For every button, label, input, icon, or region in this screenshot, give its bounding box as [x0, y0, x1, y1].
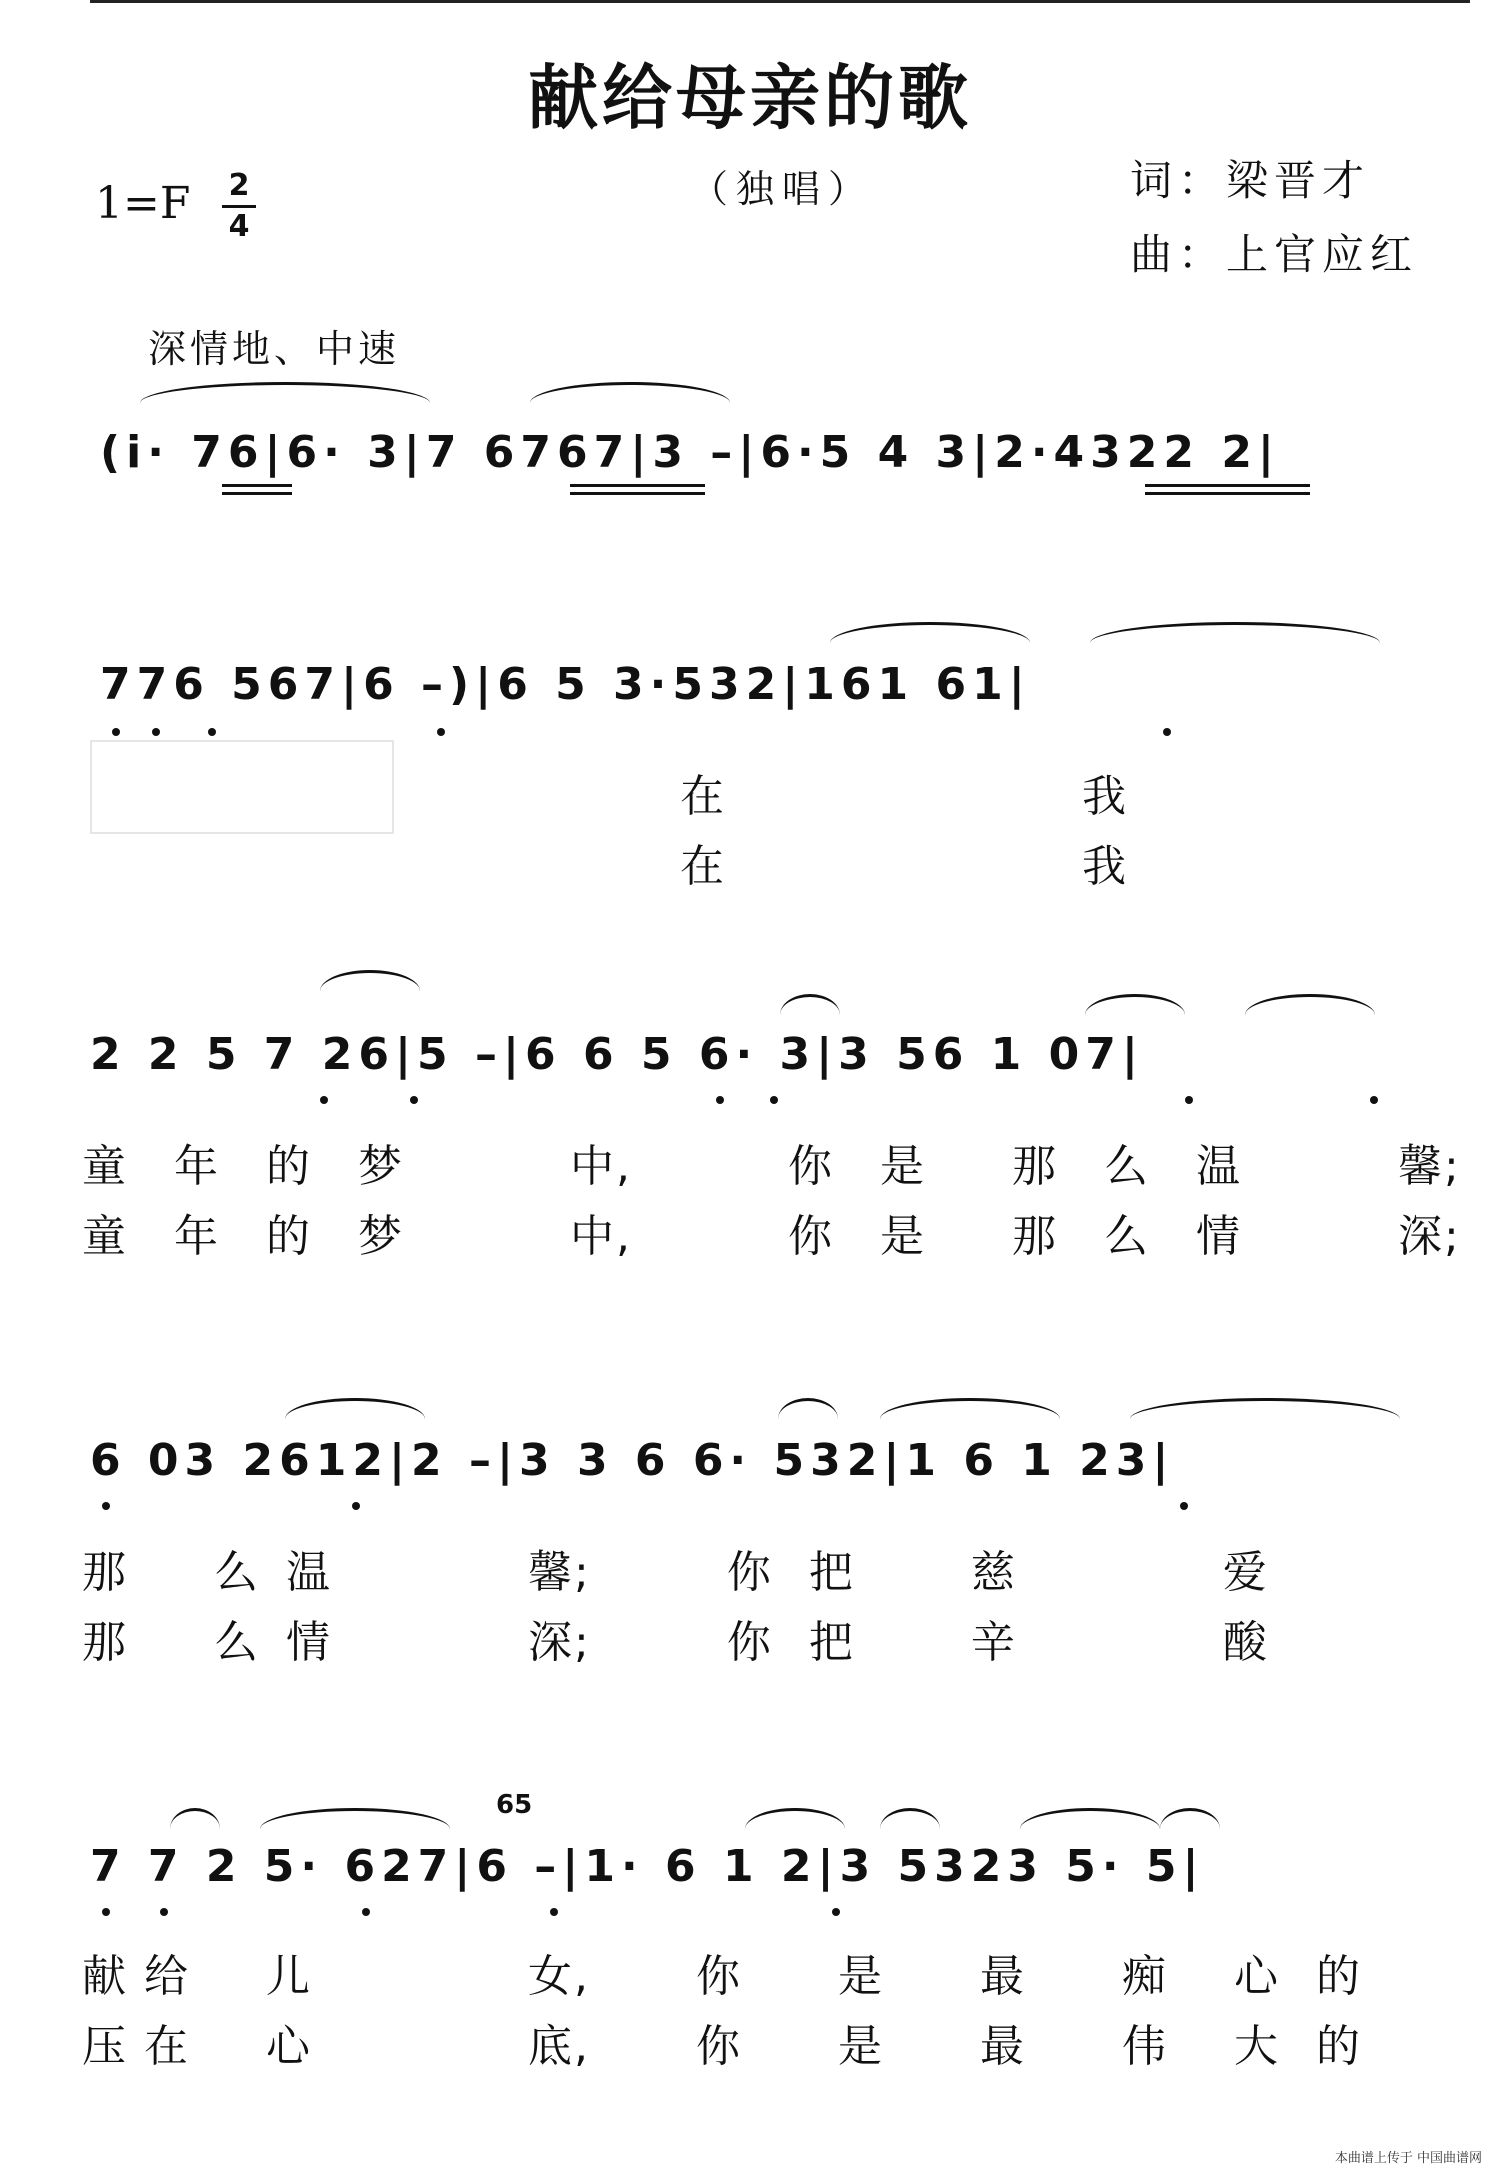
lyric-syllable: 么 — [1104, 1211, 1150, 1262]
lyric-syllable: 是 — [880, 1141, 926, 1192]
lyric-syllable: 慈 — [970, 1547, 1017, 1598]
lyricist-credit: 词：梁晋才 — [1130, 156, 1371, 205]
lyric-syllable: 温 — [286, 1547, 332, 1598]
lyric-syllable: 心 — [1234, 1951, 1280, 2002]
octave-dot — [362, 1908, 370, 1916]
lyric-syllable: 深; — [528, 1617, 591, 1668]
grace-notes: 65 — [496, 1790, 533, 1820]
lyric-syllable: 最 — [980, 1951, 1026, 2002]
lyric-syllable: 在 — [680, 841, 726, 892]
lyric-syllable: 痴 — [1122, 1951, 1168, 2002]
lyric-syllable: 是 — [838, 2021, 884, 2072]
octave-dot — [770, 1096, 778, 1104]
tempo-marking: 深情地、中速 — [148, 327, 401, 371]
lyric-syllable: 儿 — [266, 1951, 312, 2002]
slur — [780, 994, 840, 1015]
underline — [1145, 484, 1310, 487]
lyric-syllable: 情 — [286, 1617, 332, 1668]
lyric-line-2a — [680, 760, 1128, 824]
lyric-syllable: 那 — [82, 1617, 128, 1668]
lyric-syllable: 你 — [726, 1547, 773, 1598]
lyric-syllable: 给 — [144, 1951, 190, 2002]
slur — [1130, 1398, 1400, 1419]
lyric-syllable: 中, — [570, 1141, 632, 1192]
slur — [285, 1398, 425, 1419]
slur — [880, 1808, 940, 1829]
lyric-syllable: 把 — [808, 1617, 855, 1668]
faint-bleedthrough — [90, 740, 394, 834]
lyric-syllable: 最 — [980, 2021, 1026, 2072]
lyric-syllable: 童 — [82, 1211, 128, 1262]
lyric-syllable: 童 — [82, 1141, 128, 1192]
lyric-syllable: 伟 — [1122, 2021, 1168, 2072]
slur — [1090, 622, 1380, 643]
slur — [880, 1398, 1060, 1419]
underline — [1145, 492, 1310, 495]
slur — [260, 1808, 450, 1829]
lyric-syllable: 么 — [214, 1547, 260, 1598]
key-signature: 1=F — [95, 178, 191, 229]
slur — [1020, 1808, 1160, 1829]
lyric-syllable: 我 — [1082, 771, 1128, 822]
slur — [320, 970, 420, 991]
lyric-syllable: 么 — [214, 1617, 260, 1668]
slur — [1160, 1808, 1220, 1829]
lyric-syllable: 情 — [1196, 1211, 1242, 1262]
octave-dot — [1370, 1096, 1378, 1104]
lyric-syllable: 温 — [1196, 1141, 1242, 1192]
octave-dot — [1163, 728, 1171, 736]
lyric-syllable: 你 — [696, 2021, 742, 2072]
lyric-syllable: 深; — [1398, 1211, 1461, 1262]
slur — [140, 382, 430, 403]
lyric-syllable: 在 — [680, 771, 726, 822]
time-signature-bottom: 4 — [228, 209, 250, 244]
lyric-syllable: 是 — [838, 1951, 884, 2002]
octave-dot — [1185, 1096, 1193, 1104]
performance-type: （独唱） — [690, 167, 875, 211]
lyric-syllable: 中, — [570, 1211, 632, 1262]
lyric-syllable: 压 — [82, 2021, 128, 2072]
lyric-syllable: 女, — [528, 1951, 590, 2002]
lyric-syllable: 我 — [1082, 841, 1128, 892]
lyric-line-2b — [680, 830, 1128, 894]
lyric-syllable: 的 — [1316, 1951, 1362, 2002]
underline — [570, 492, 705, 495]
lyric-syllable: 底, — [528, 2021, 590, 2072]
lyric-syllable: 把 — [808, 1547, 855, 1598]
lyric-syllable: 的 — [266, 1141, 312, 1192]
lyric-syllable: 年 — [174, 1141, 220, 1192]
octave-dot — [320, 1096, 328, 1104]
lyric-syllable: 在 — [144, 2021, 190, 2072]
lyric-line-5b — [82, 2010, 1362, 2074]
lyric-syllable: 梦 — [358, 1211, 404, 1262]
octave-dot — [102, 1908, 110, 1916]
lyric-syllable: 你 — [788, 1141, 834, 1192]
notation-line-4: 6 03 2612|2 –|3 3 6 6· 532|1 6 1 23| — [90, 1435, 1175, 1486]
lyric-syllable: 那 — [1012, 1141, 1058, 1192]
notation-line-1: (i· 76|6· 3|7 6767|3 –|6·5 4 3|2·4322 2| — [100, 427, 1281, 478]
octave-dot — [437, 728, 445, 736]
lyric-syllable: 梦 — [358, 1141, 404, 1192]
lyric-syllable: 是 — [880, 1211, 926, 1262]
underline — [222, 484, 292, 487]
lyric-syllable: 献 — [82, 1951, 128, 2002]
octave-dot — [152, 728, 160, 736]
lyric-syllable: 的 — [266, 1211, 312, 1262]
footer-credit: 本曲谱上传于 中国曲谱网 — [1334, 2151, 1482, 2166]
slur — [1245, 994, 1375, 1015]
slur — [745, 1808, 845, 1829]
octave-dot — [832, 1908, 840, 1916]
lyric-syllable: 大 — [1234, 2021, 1280, 2072]
time-signature — [222, 168, 256, 245]
octave-dot — [716, 1096, 724, 1104]
lyric-syllable: 酸 — [1222, 1617, 1269, 1668]
lyric-syllable: 的 — [1316, 2021, 1362, 2072]
slur — [830, 622, 1030, 643]
time-signature-top: 2 — [228, 168, 250, 203]
slur — [530, 382, 730, 403]
time-signature-rule — [222, 205, 256, 208]
octave-dot — [160, 1908, 168, 1916]
top-border-line — [90, 0, 1470, 3]
lyric-line-3a — [82, 1130, 1461, 1194]
octave-dot — [352, 1502, 360, 1510]
lyric-syllable: 年 — [174, 1211, 220, 1262]
notation-line-3: 2 2 5 7 26|5 –|6 6 5 6· 3|3 56 1 07| — [90, 1029, 1144, 1080]
lyric-syllable: 爱 — [1222, 1547, 1269, 1598]
octave-dot — [550, 1908, 558, 1916]
lyric-syllable: 你 — [696, 1951, 742, 2002]
underline — [570, 484, 705, 487]
slur — [778, 1398, 838, 1419]
page-title: 献给母亲的歌 — [528, 56, 972, 139]
lyric-syllable: 馨; — [1398, 1141, 1461, 1192]
lyric-syllable: 那 — [1012, 1211, 1058, 1262]
lyric-line-4a — [82, 1536, 1269, 1600]
octave-dot — [102, 1502, 110, 1510]
lyric-syllable: 那 — [82, 1547, 128, 1598]
composer-credit: 曲：上官应红 — [1130, 230, 1419, 279]
octave-dot — [208, 728, 216, 736]
octave-dot — [112, 728, 120, 736]
lyric-syllable: 馨; — [528, 1547, 591, 1598]
lyric-syllable: 么 — [1104, 1141, 1150, 1192]
underline — [222, 492, 292, 495]
notation-line-5: 7 7 2 5· 627|6 –|1· 6 1 2|3 5323 5· 5| — [90, 1841, 1205, 1892]
lyric-syllable: 你 — [726, 1617, 773, 1668]
lyric-line-5a — [82, 1940, 1362, 2004]
lyric-syllable: 辛 — [970, 1617, 1017, 1668]
lyric-syllable: 你 — [788, 1211, 834, 1262]
notation-line-2: 776 567|6 –)|6 5 3·532|161 61| — [100, 659, 1031, 710]
lyric-line-4b — [82, 1606, 1269, 1670]
lyric-line-3b — [82, 1200, 1461, 1264]
lyric-syllable: 心 — [266, 2021, 312, 2072]
slur — [1085, 994, 1185, 1015]
slur — [170, 1808, 220, 1829]
octave-dot — [410, 1096, 418, 1104]
octave-dot — [1180, 1502, 1188, 1510]
